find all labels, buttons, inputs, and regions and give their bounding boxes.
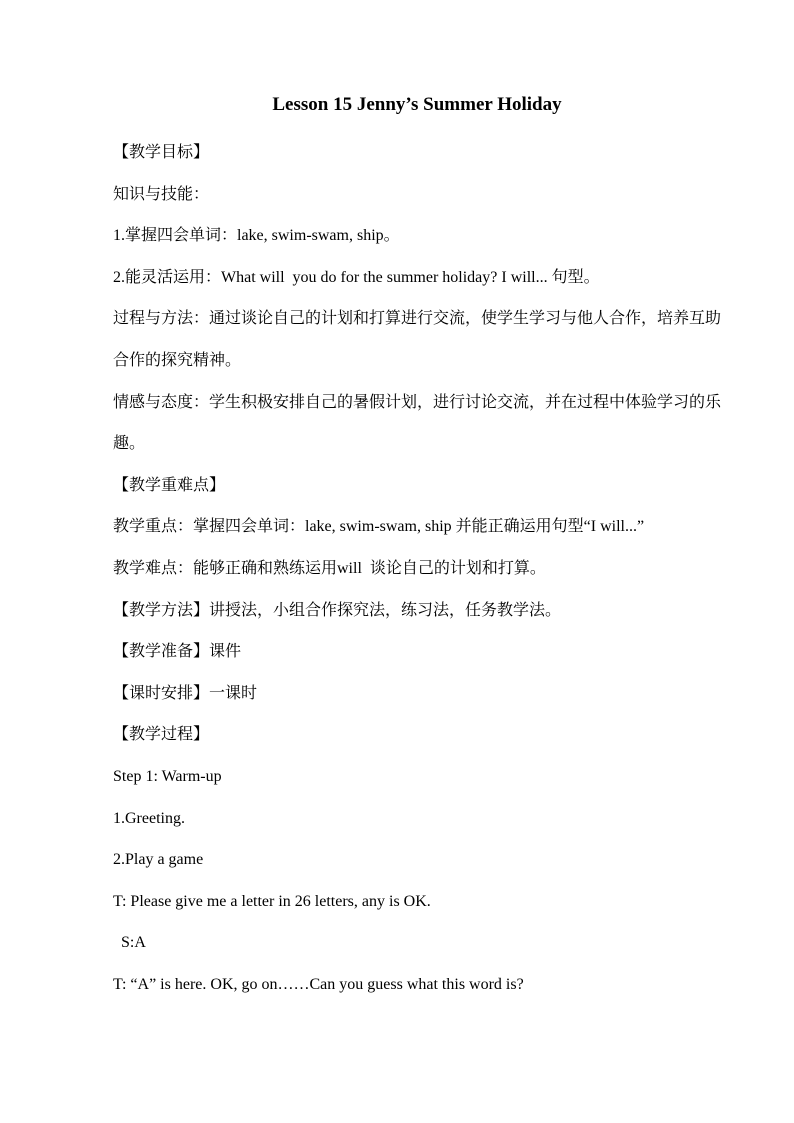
paragraph-emotion-attitude: 情感与态度：学生积极安排自己的暑假计划，进行讨论交流，并在过程中体验学习的乐趣。 — [113, 393, 722, 453]
paragraph-difficult-point: 教学难点：能够正确和熟练运用will 谈论自己的计划和打算。 — [113, 559, 546, 577]
paragraph-play-game: 2.Play a game — [113, 851, 204, 869]
paragraph-knowledge-skills: 知识与技能： — [113, 185, 210, 203]
paragraph-teacher-line-2: T: “A” is here. OK, go on……Can you guess what this word is? — [113, 975, 524, 993]
section-heading-process: 【教学过程】 — [113, 726, 210, 744]
document-body — [113, 132, 721, 1005]
paragraph-teaching-methods: 【教学方法】讲授法，小组合作探究法，练习法，任务教学法。 — [113, 601, 562, 619]
paragraph-preparation: 【教学准备】课件 — [113, 643, 242, 661]
paragraph-vocabulary: 1.掌握四会单词：lake, swim-swam, ship。 — [113, 227, 400, 245]
paragraph-teacher-line-1: T: Please give me a letter in 26 letters, any is OK. — [113, 892, 431, 910]
paragraph-process-method: 过程与方法：通过谈论自己的计划和打算进行交流，使学生学习与他人合作，培养互助合作的探究精神。 — [113, 310, 722, 369]
paragraph-schedule: 【课时安排】一课时 — [113, 684, 258, 702]
paragraph-student-line: S:A — [113, 934, 146, 952]
paragraph-sentence-pattern: 2.能灵活运用：What will you do for the summer holiday? I will... 句型。 — [113, 268, 600, 286]
section-heading-objectives: 【教学目标】 — [113, 144, 210, 161]
paragraph-key-point: 教学重点：掌握四会单词：lake, swim-swam, ship 并能正确运用句型“I will...” — [113, 518, 645, 536]
paragraph-greeting: 1.Greeting. — [113, 809, 185, 827]
section-heading-key-points: 【教学重难点】 — [113, 476, 226, 494]
lesson-title: Lesson 15 Jenny’s Summer Holiday — [272, 94, 562, 115]
paragraph-step-1: Step 1: Warm-up — [113, 767, 222, 785]
